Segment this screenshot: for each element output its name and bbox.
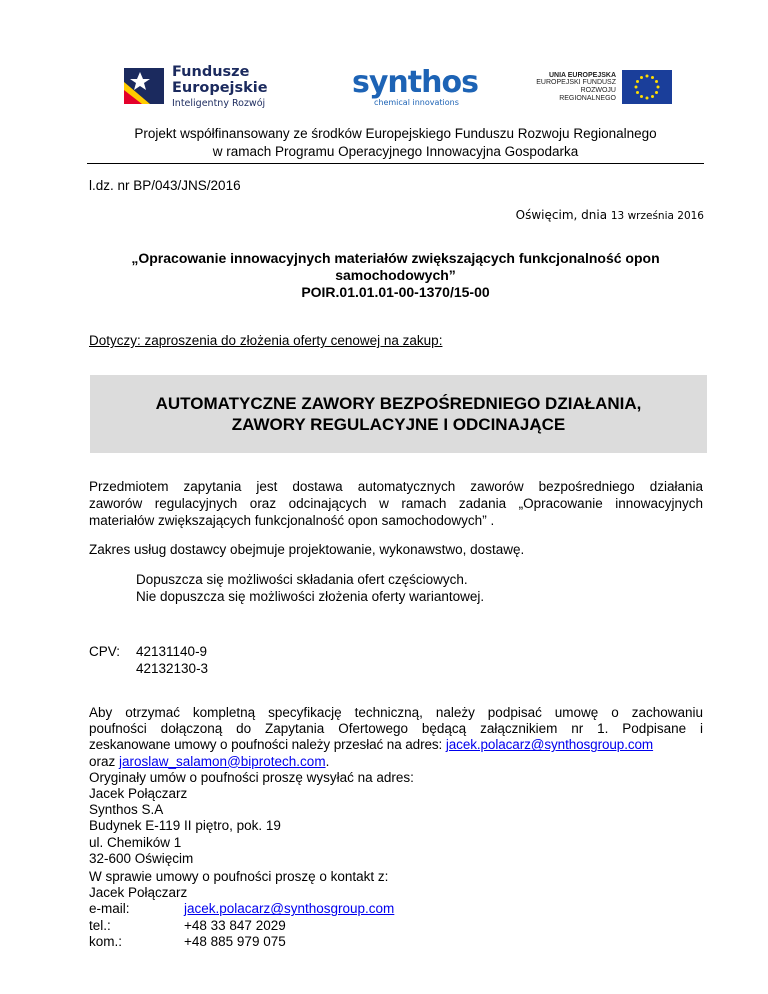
contact-email-link[interactable]: jacek.polacarz@synthosgroup.com	[184, 901, 395, 917]
address-line: 32-600 Oświęcim	[89, 850, 194, 866]
address-intro: Oryginały umów o poufności proszę wysyłać na adres:	[89, 769, 414, 785]
contact-label: e-mail:	[89, 901, 130, 917]
email-link-polacarz[interactable]: jacek.polacarz@synthosgroup.com	[445, 737, 654, 753]
synthos-tagline: chemical innovations	[374, 98, 459, 107]
scope-paragraph: Zakres usług dostawcy obejmuje projektowanie, wykonawstwo, dostawę.	[89, 542, 525, 557]
synthos-wordmark: synthos	[352, 65, 478, 100]
cpv-code-2: 42132130-3	[136, 661, 209, 676]
contact-row	[89, 901, 703, 917]
fe-line1: Fundusze	[172, 64, 250, 80]
para3-line2: poufności dołączoną do Zapytania Ofertowego będącą załącznikiem nr 1. Podpisane i	[89, 721, 703, 737]
header-divider	[87, 163, 704, 164]
offer-conditions	[136, 571, 484, 605]
para3-line3-text: zeskanowane umowy o poufności należy przesłać na adres:	[89, 737, 446, 753]
fe-star-flag-icon	[120, 64, 166, 106]
para1-line1: Przedmiotem zapytania jest dostawa automatycznych zaworów bezpośredniego działania	[89, 479, 703, 494]
contact-row	[89, 934, 703, 950]
address-line: Synthos S.A	[89, 802, 164, 818]
eu-logo	[522, 70, 672, 106]
date: 13 września 2016	[610, 210, 704, 222]
address-line: Budynek E-119 II piętro, pok. 19	[89, 818, 281, 834]
header-line2: w ramach Programu Operacyjnego Innowacyjna Gospodarka	[212, 144, 579, 159]
description-paragraph	[89, 478, 703, 529]
contact-label: tel.:	[89, 917, 111, 933]
para3-line1: Aby otrzymać kompletną specyfikację techniczną, należy podpisać umowę o zachowaniu	[89, 705, 703, 720]
email-link-salamon[interactable]: jaroslaw_salamon@biprotech.com	[119, 753, 326, 769]
box-title-line1: AUTOMATYCZNE ZAWORY BEZPOŚREDNIEGO DZIAŁANIA,	[155, 394, 642, 413]
para1-line2: zaworów regulacyjnych oraz odcinających w ramach zadania „Opracowanie innowacyjnych	[89, 496, 703, 511]
cpv-code-1: 42131140-9	[136, 644, 208, 659]
cpv-label: CPV:	[89, 644, 121, 659]
para3-line4-suffix: .	[325, 753, 330, 769]
para1-line3: materiałów zwiększających funkcjonalność opon samochodowych” .	[89, 513, 495, 528]
project-header	[87, 125, 704, 161]
eu-line2: EUROPEJSKI FUNDUSZ	[536, 79, 616, 86]
nda-paragraph	[89, 705, 703, 867]
address-line: Jacek Połączarz	[89, 786, 188, 802]
contact-phone: +48 33 847 2029	[184, 917, 286, 933]
eu-line1: UNIA EUROPEJSKA	[548, 72, 616, 79]
para3-line4-text: oraz	[89, 753, 120, 769]
box-title-line2: ZAWORY REGULACYJNE I ODCINAJĄCE	[231, 415, 566, 434]
subject-line: Dotyczy: zaproszenia do złożenia oferty cenowej na zakup:	[89, 333, 443, 348]
header-line1: Projekt współfinansowany ze środków Europejskiego Funduszu Rozwoju Regionalnego	[134, 126, 657, 141]
contact-mobile: +48 885 979 075	[184, 933, 286, 949]
eu-line3: ROZWOJU REGIONALNEGO	[559, 87, 616, 102]
reference-number: l.dz. nr BP/043/JNS/2016	[89, 178, 241, 193]
fe-line2: Europejskie	[172, 80, 268, 96]
contact-block	[89, 869, 703, 950]
eu-flag-icon	[622, 70, 672, 104]
project-title-line1: „Opracowanie innowacyjnych materiałów zwiększających funkcjonalność opon	[131, 250, 660, 266]
condition-variant: Nie dopuszcza się możliwości złożenia oferty wariantowej.	[136, 589, 485, 604]
project-title-line2: samochodowych”	[335, 267, 456, 283]
contact-name: Jacek Połączarz	[89, 885, 188, 901]
place-prefix: Oświęcim, dnia	[515, 208, 611, 222]
synthos-logo	[350, 62, 480, 110]
project-title	[87, 250, 704, 301]
procurement-title-box	[90, 375, 707, 453]
contact-row	[89, 918, 703, 934]
fundusze-europejskie-logo	[120, 62, 280, 112]
place-date	[516, 208, 704, 222]
fe-line3: Inteligentny Rozwój	[172, 98, 266, 109]
para3-line3	[89, 737, 703, 753]
condition-partial: Dopuszcza się możliwości składania ofert częściowych.	[136, 572, 468, 587]
para3-line4	[89, 754, 703, 770]
contact-label: kom.:	[89, 933, 123, 949]
contact-intro: W sprawie umowy o poufności proszę o kontakt z:	[89, 869, 389, 884]
project-code: POIR.01.01.01-00-1370/15-00	[301, 284, 490, 300]
address-line: ul. Chemików 1	[89, 834, 182, 850]
